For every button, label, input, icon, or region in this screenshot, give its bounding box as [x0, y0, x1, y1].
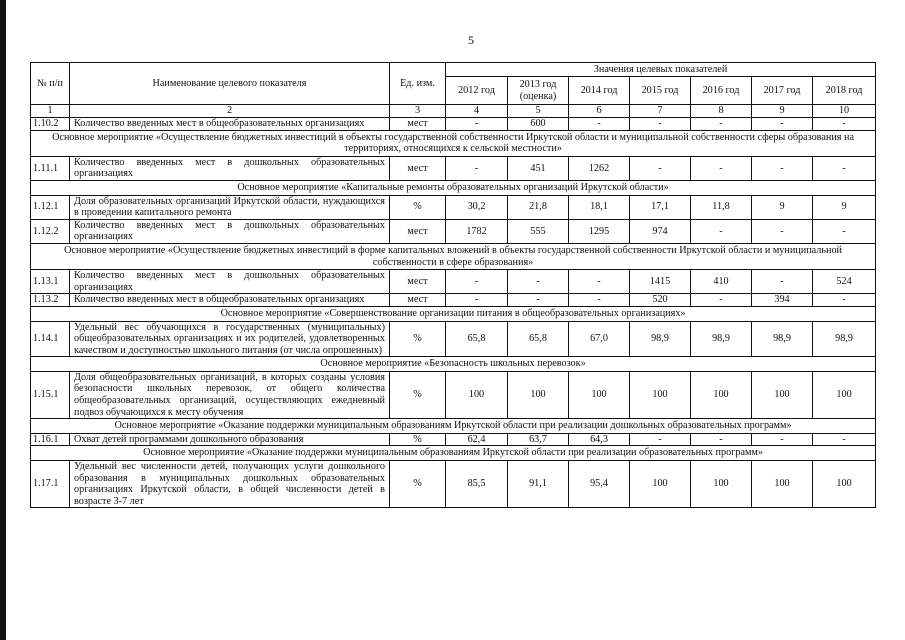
- indicator-value: 18,1: [569, 195, 630, 219]
- section-title: Основное мероприятие «Оказание поддержки муниципальным образованиям Иркутской области при реализации дошкольных образовательных программ»: [31, 419, 876, 434]
- indicator-value: 100: [691, 371, 752, 418]
- indicator-name: Удельный вес обучающихся в государственных (муниципальных) общеобразовательных организациях и их родителей, удовлетворенных качеством и доступностью школьного питания (от числа опрошенных): [70, 321, 390, 357]
- indicator-value: 100: [630, 371, 691, 418]
- indicator-value: 100: [691, 461, 752, 508]
- section-title: Основное мероприятие «Оказание поддержки муниципальным образованиям Иркутской области при реализации образовательных программ»: [31, 446, 876, 461]
- page-edge-bar: [0, 0, 6, 640]
- indicator-value: -: [569, 118, 630, 131]
- section-row: [31, 419, 876, 434]
- column-index: 7: [630, 105, 691, 118]
- section-row: [31, 130, 876, 156]
- indicator-number: 1.13.1: [31, 270, 70, 294]
- indicator-value: -: [813, 156, 876, 180]
- indicator-value: 100: [630, 461, 691, 508]
- indicator-value: 95,4: [569, 461, 630, 508]
- section-title: Основное мероприятие «Совершенствование организации питания в общеобразовательных организациях»: [31, 306, 876, 321]
- header-name: Наименование целевого показателя: [70, 63, 390, 105]
- column-index: 9: [752, 105, 813, 118]
- indicator-value: -: [813, 433, 876, 446]
- indicator-value: 410: [691, 270, 752, 294]
- section-row: [31, 306, 876, 321]
- header-year: 2013 год (оценка): [508, 77, 569, 105]
- indicator-value: 9: [752, 195, 813, 219]
- header-year: 2014 год: [569, 77, 630, 105]
- indicator-value: 63,7: [508, 433, 569, 446]
- indicator-value: 62,4: [446, 433, 508, 446]
- indicator-number: 1.11.1: [31, 156, 70, 180]
- section-title: Основное мероприятие «Безопасность школьных перевозок»: [31, 357, 876, 372]
- indicator-value: 85,5: [446, 461, 508, 508]
- indicator-value: 394: [752, 294, 813, 307]
- section-title: Основное мероприятие «Капитальные ремонты образовательных организаций Иркутской области»: [31, 180, 876, 195]
- header-values-group: Значения целевых показателей: [446, 63, 876, 77]
- indicator-value: 100: [508, 371, 569, 418]
- column-index: 8: [691, 105, 752, 118]
- header-year: 2015 год: [630, 77, 691, 105]
- indicator-value: 64,3: [569, 433, 630, 446]
- indicator-row: [31, 433, 876, 446]
- indicator-unit: %: [390, 195, 446, 219]
- indicator-value: 1415: [630, 270, 691, 294]
- indicator-value: -: [813, 118, 876, 131]
- indicator-value: -: [630, 156, 691, 180]
- indicator-name: Охват детей программами дошкольного образования: [70, 433, 390, 446]
- indicator-unit: %: [390, 371, 446, 418]
- indicator-value: -: [446, 156, 508, 180]
- indicator-unit: %: [390, 321, 446, 357]
- column-index: 6: [569, 105, 630, 118]
- indicator-unit: мест: [390, 156, 446, 180]
- indicator-value: 1782: [446, 219, 508, 243]
- indicator-value: -: [691, 219, 752, 243]
- indicator-value: 100: [813, 371, 876, 418]
- indicator-row: [31, 294, 876, 307]
- indicator-value: 98,9: [691, 321, 752, 357]
- section-title: Основное мероприятие «Осуществление бюджетных инвестиций в форме капитальных вложений в объекты государственной собственности Иркутской области и муниципальной собственности в сфере образования»: [31, 243, 876, 269]
- indicator-number: 1.15.1: [31, 371, 70, 418]
- indicator-value: 98,9: [813, 321, 876, 357]
- indicator-unit: мест: [390, 294, 446, 307]
- indicator-row: [31, 321, 876, 357]
- indicator-value: 100: [569, 371, 630, 418]
- indicator-name: Количество введенных мест в дошкольных образовательных организациях: [70, 156, 390, 180]
- indicator-value: 974: [630, 219, 691, 243]
- indicator-value: 67,0: [569, 321, 630, 357]
- section-row: [31, 243, 876, 269]
- indicator-value: 100: [752, 461, 813, 508]
- column-index: 2: [70, 105, 390, 118]
- column-index: 1: [31, 105, 70, 118]
- header-year: 2018 год: [813, 77, 876, 105]
- indicator-value: -: [508, 294, 569, 307]
- indicator-name: Количество введенных мест в общеобразовательных организациях: [70, 118, 390, 131]
- section-title: Основное мероприятие «Осуществление бюджетных инвестиций в объекты государственной собственности Иркутской области и муниципальной собственности сферы образования на территориях, относящихся к сельской местности»: [31, 130, 876, 156]
- indicator-value: 451: [508, 156, 569, 180]
- indicator-number: 1.12.1: [31, 195, 70, 219]
- indicator-value: 100: [813, 461, 876, 508]
- indicator-value: 555: [508, 219, 569, 243]
- indicator-value: -: [691, 156, 752, 180]
- indicator-value: 9: [813, 195, 876, 219]
- indicator-number: 1.13.2: [31, 294, 70, 307]
- indicator-value: 11,8: [691, 195, 752, 219]
- indicator-value: -: [752, 270, 813, 294]
- indicator-row: [31, 118, 876, 131]
- indicator-number: 1.12.2: [31, 219, 70, 243]
- indicator-unit: %: [390, 433, 446, 446]
- indicator-value: 91,1: [508, 461, 569, 508]
- indicator-value: -: [691, 118, 752, 131]
- indicator-value: -: [569, 294, 630, 307]
- indicator-name: Количество введенных мест в дошкольных образовательных организациях: [70, 270, 390, 294]
- indicator-value: 21,8: [508, 195, 569, 219]
- indicator-row: [31, 219, 876, 243]
- indicator-value: -: [752, 433, 813, 446]
- page-number: 5: [468, 33, 474, 47]
- column-index: 10: [813, 105, 876, 118]
- indicator-name: Доля образовательных организаций Иркутской области, нуждающихся в проведении капитального ремонта: [70, 195, 390, 219]
- indicator-number: 1.10.2: [31, 118, 70, 131]
- indicator-value: -: [813, 219, 876, 243]
- indicator-unit: мест: [390, 270, 446, 294]
- indicator-number: 1.14.1: [31, 321, 70, 357]
- indicator-value: -: [813, 294, 876, 307]
- indicator-value: 100: [446, 371, 508, 418]
- indicator-row: [31, 195, 876, 219]
- indicator-value: -: [691, 433, 752, 446]
- indicator-name: Количество введенных мест в общеобразовательных организациях: [70, 294, 390, 307]
- indicator-unit: мест: [390, 118, 446, 131]
- column-index-row: [31, 105, 876, 118]
- indicator-value: -: [446, 118, 508, 131]
- header-num: № п/п: [31, 63, 70, 105]
- indicator-row: [31, 371, 876, 418]
- indicator-value: -: [752, 118, 813, 131]
- indicator-unit: мест: [390, 219, 446, 243]
- indicator-value: 98,9: [630, 321, 691, 357]
- indicator-value: -: [691, 294, 752, 307]
- target-indicators-table: [30, 62, 876, 508]
- indicator-value: -: [630, 433, 691, 446]
- header-year: 2012 год: [446, 77, 508, 105]
- section-row: [31, 180, 876, 195]
- header-year: 2017 год: [752, 77, 813, 105]
- indicator-value: -: [630, 118, 691, 131]
- header-unit: Ед. изм.: [390, 63, 446, 105]
- section-row: [31, 357, 876, 372]
- indicator-name: Доля общеобразовательных организаций, в которых созданы условия безопасности школьных перевозок, от общего количества общеобразовательных организаций, осуществляющих ежедневный подвоз обучающихся к месту обучения: [70, 371, 390, 418]
- indicator-value: 17,1: [630, 195, 691, 219]
- column-index: 4: [446, 105, 508, 118]
- indicator-value: 30,2: [446, 195, 508, 219]
- indicator-name: Количество введенных мест в дошкольных образовательных организациях: [70, 219, 390, 243]
- indicator-value: -: [508, 270, 569, 294]
- indicator-row: [31, 270, 876, 294]
- indicator-value: -: [752, 219, 813, 243]
- section-row: [31, 446, 876, 461]
- indicator-value: 98,9: [752, 321, 813, 357]
- indicator-value: -: [446, 294, 508, 307]
- column-index: 5: [508, 105, 569, 118]
- indicator-value: 524: [813, 270, 876, 294]
- indicator-value: -: [752, 156, 813, 180]
- indicator-row: [31, 156, 876, 180]
- indicator-value: 520: [630, 294, 691, 307]
- indicator-value: -: [446, 270, 508, 294]
- indicator-unit: %: [390, 461, 446, 508]
- indicator-value: 65,8: [508, 321, 569, 357]
- indicator-value: 1295: [569, 219, 630, 243]
- header-year: 2016 год: [691, 77, 752, 105]
- indicator-value: 65,8: [446, 321, 508, 357]
- indicator-value: 100: [752, 371, 813, 418]
- indicator-value: -: [569, 270, 630, 294]
- indicator-value: 1262: [569, 156, 630, 180]
- indicator-value: 600: [508, 118, 569, 131]
- indicator-name: Удельный вес численности детей, получающих услуги дошкольного образования в муниципальных дошкольных образовательных организациях Иркутской области, в общей численности детей в возрасте 3-7 лет: [70, 461, 390, 508]
- column-index: 3: [390, 105, 446, 118]
- indicator-number: 1.16.1: [31, 433, 70, 446]
- indicator-row: [31, 461, 876, 508]
- indicator-number: 1.17.1: [31, 461, 70, 508]
